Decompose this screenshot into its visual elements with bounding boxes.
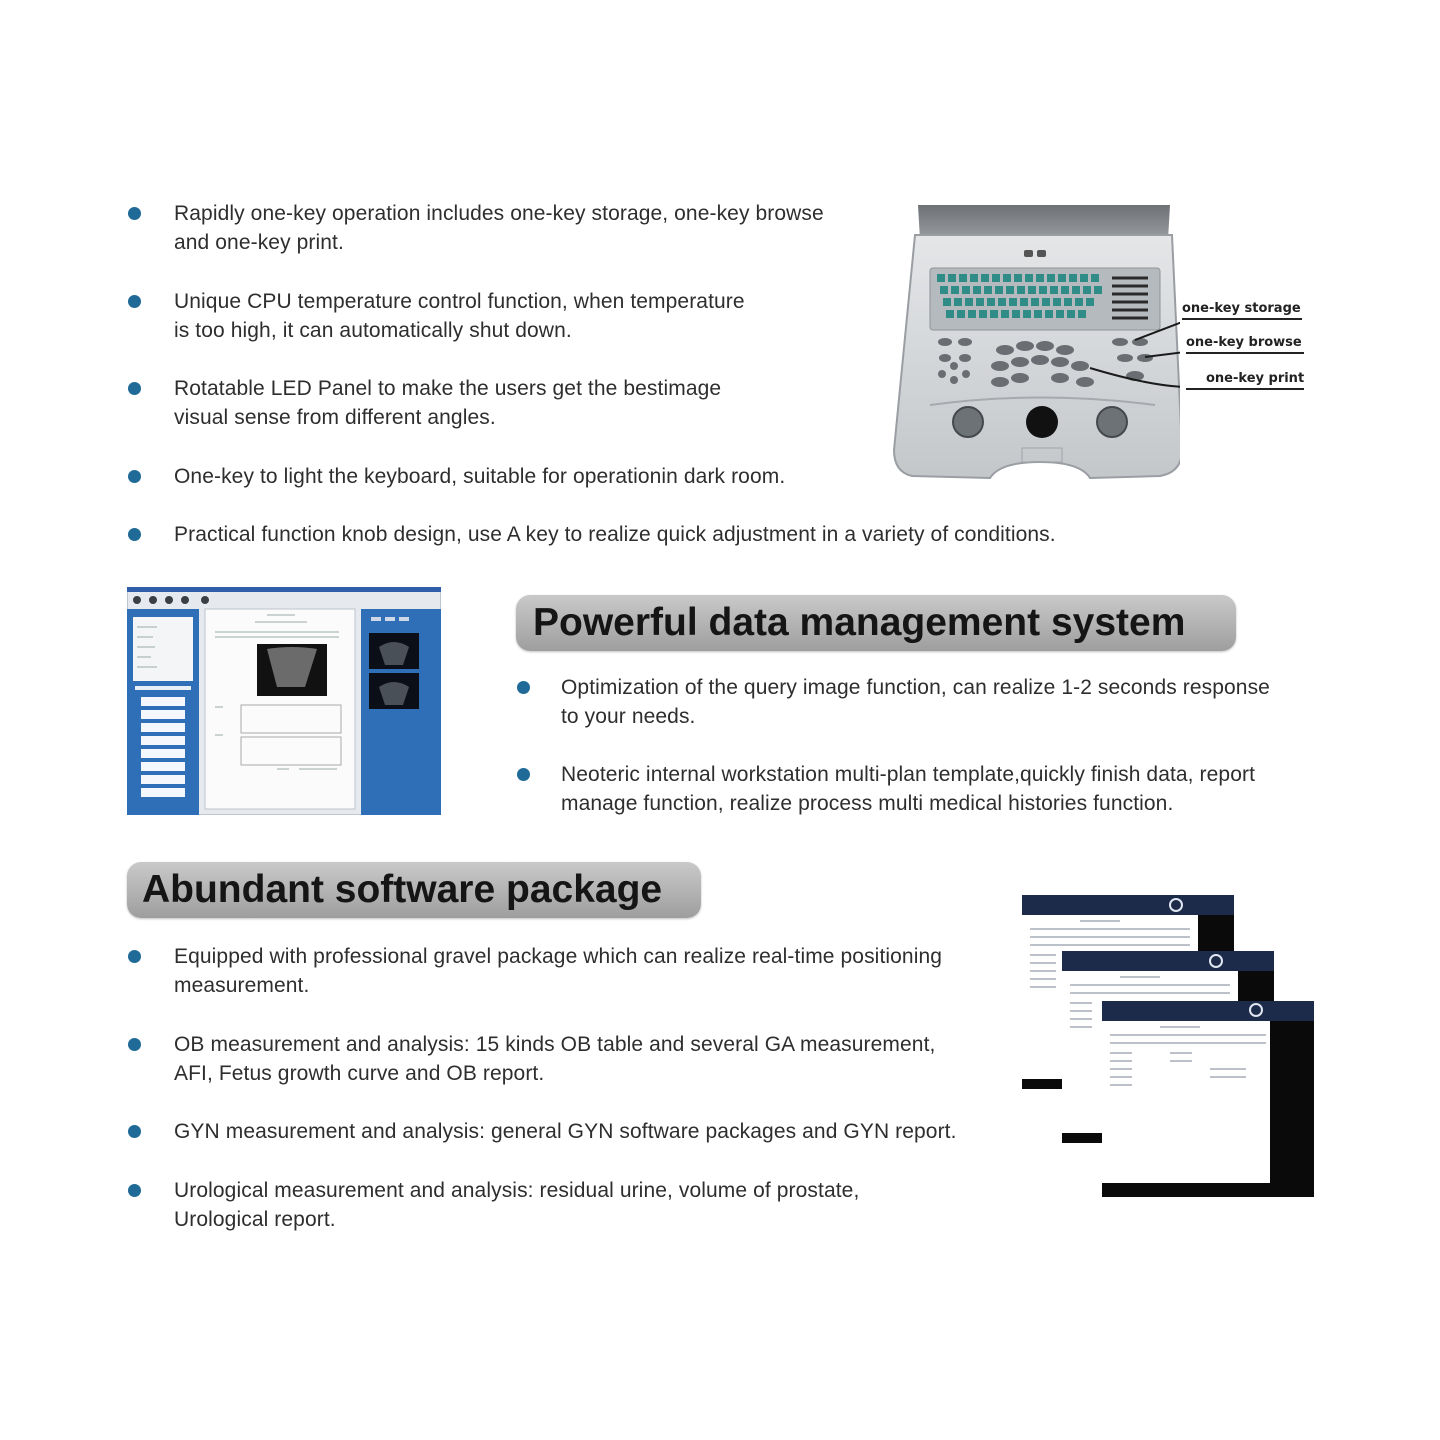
- section-banner: [516, 595, 1236, 651]
- report-screenshots-stack: [1020, 893, 1318, 1199]
- bullet-dot: [128, 950, 141, 963]
- bullet-dot: [128, 295, 141, 308]
- feature-line: visual sense from different angles.: [174, 406, 496, 429]
- bullet-dot: [128, 1184, 141, 1197]
- section-title: Powerful data management system: [533, 601, 1186, 644]
- callout-one-key-browse: one-key browse: [1186, 335, 1302, 350]
- callout-underline: [1186, 388, 1304, 390]
- bullet-dot: [128, 382, 141, 395]
- callout-underline: [1182, 318, 1302, 320]
- ultrasound-device-image: [890, 200, 1180, 490]
- report-window-front: [1102, 1001, 1314, 1197]
- callout-one-key-print: one-key print: [1206, 371, 1305, 386]
- callout-underline: [1186, 352, 1304, 354]
- feature-line: One-key to light the keyboard, suitable for operationin dark room.: [174, 465, 786, 488]
- item-line: Urological report.: [174, 1208, 336, 1231]
- feature-item: [128, 374, 721, 432]
- item-line: OB measurement and analysis: 15 kinds OB table and several GA measurement,: [174, 1033, 936, 1056]
- bullet-dot: [128, 1125, 141, 1138]
- software-item: [128, 1176, 859, 1234]
- feature-item: [128, 199, 824, 257]
- item-line: Neoteric internal workstation multi-plan template,quickly finish data, report: [561, 763, 1256, 786]
- feature-item: [128, 520, 1056, 549]
- item-line: GYN measurement and analysis: general GYN software packages and GYN report.: [174, 1120, 957, 1143]
- feature-line: and one-key print.: [174, 231, 344, 254]
- item-line: Urological measurement and analysis: residual urine, volume of prostate,: [174, 1179, 860, 1202]
- feature-item: [128, 462, 785, 491]
- section-title: Abundant software package: [142, 868, 663, 911]
- bullet-dot: [517, 768, 530, 781]
- item-line: to your needs.: [561, 705, 696, 728]
- bullet-dot: [128, 1038, 141, 1051]
- item-line: measurement.: [174, 974, 310, 997]
- item-line: manage function, realize process multi medical histories function.: [561, 792, 1174, 815]
- feature-item: [128, 287, 745, 345]
- bullet-dot: [128, 528, 141, 541]
- feature-line: is too high, it can automatically shut down.: [174, 319, 572, 342]
- feature-line: Rotatable LED Panel to make the users get the bestimage: [174, 377, 722, 400]
- bullet-dot: [128, 207, 141, 220]
- data-management-item: [517, 673, 1270, 731]
- item-line: Optimization of the query image function, can realize 1-2 seconds response: [561, 676, 1270, 699]
- callout-one-key-storage: one-key storage: [1182, 301, 1301, 316]
- workstation-screenshot: [127, 587, 441, 815]
- bullet-dot: [517, 681, 530, 694]
- feature-line: Unique CPU temperature control function, when temperature: [174, 290, 745, 313]
- feature-line: Rapidly one-key operation includes one-key storage, one-key browse: [174, 202, 824, 225]
- software-item: [128, 1117, 957, 1146]
- data-management-item: [517, 760, 1255, 818]
- item-line: Equipped with professional gravel package which can realize real-time positioning: [174, 945, 943, 968]
- bullet-dot: [128, 470, 141, 483]
- item-line: AFI, Fetus growth curve and OB report.: [174, 1062, 545, 1085]
- software-item: [128, 942, 942, 1000]
- section-banner: [127, 862, 701, 918]
- feature-line: Practical function knob design, use A key to realize quick adjustment in a variety of conditions.: [174, 523, 1056, 546]
- software-item: [128, 1030, 935, 1088]
